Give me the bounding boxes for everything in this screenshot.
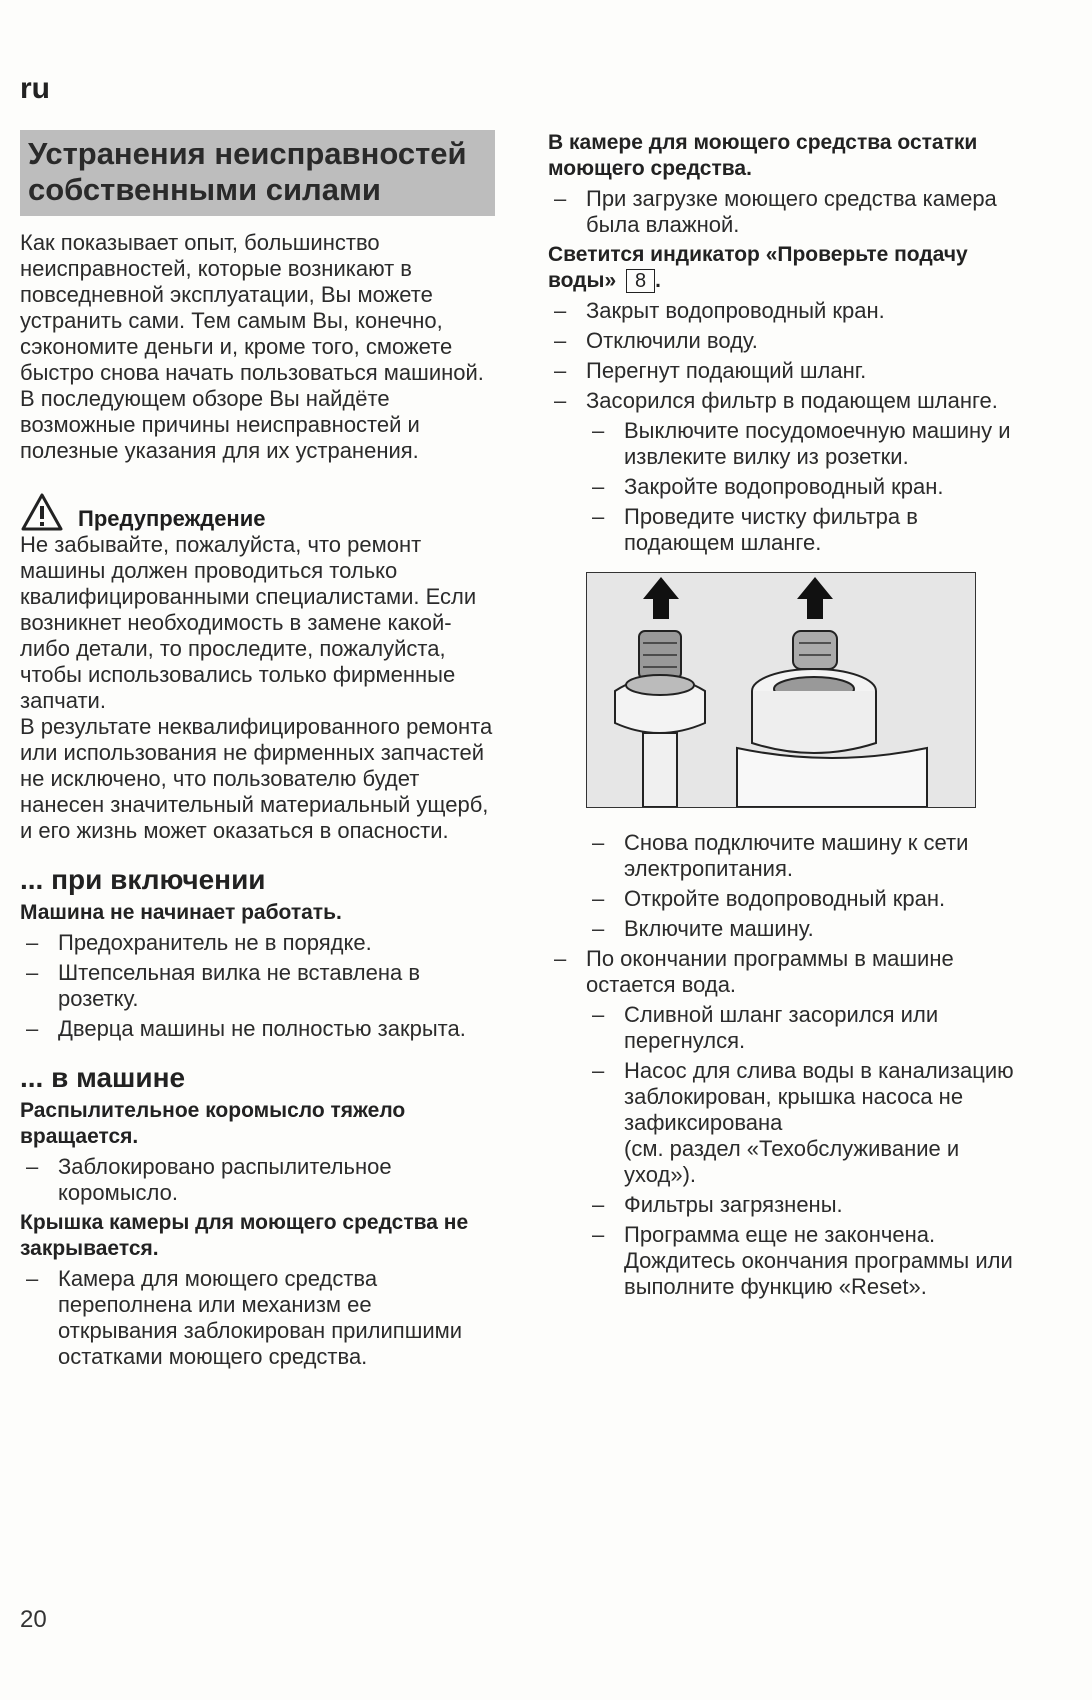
list-item: – Проведите чистку фильтра в подающем шланге. bbox=[586, 504, 1018, 556]
water-supply-issue: Светится индикатор «Проверьте подачу воды» 8 . bbox=[548, 243, 968, 292]
after-steps bbox=[586, 830, 1018, 942]
hose-filter-drawing bbox=[587, 573, 975, 807]
maintenance-note: (см. раздел «Техобслуживание и уход»). bbox=[624, 1136, 960, 1187]
detergent-lid-causes bbox=[20, 1266, 495, 1370]
list-item: – Закрыт водопроводный кран. bbox=[548, 298, 1018, 324]
after-steps-wrapper bbox=[548, 830, 1018, 1300]
on-switch-heading: ... при включении bbox=[20, 864, 266, 895]
water-causes bbox=[586, 1002, 1018, 1300]
list-item: – Закройте водопроводный кран. bbox=[586, 474, 1018, 500]
list-item: – Штепсельная вилка не вставлена в розетку. bbox=[20, 960, 495, 1012]
list-item: – Выключите посудомоечную машину и извлеките вилку из розетки. bbox=[586, 418, 1018, 470]
section-title bbox=[28, 136, 485, 208]
list-item bbox=[586, 1058, 1018, 1188]
page-number: 20 bbox=[20, 1606, 47, 1633]
list-item-text: Засорился фильтр в подающем шланге. bbox=[586, 388, 998, 413]
filter-illustration bbox=[586, 572, 976, 808]
list-item: – Камера для моющего средства переполнена или механизм ее открывания заблокирован прилипшими остатками моющего средства. bbox=[20, 1266, 495, 1370]
filter-steps bbox=[586, 418, 1018, 556]
list-item: – Откройте водопроводный кран. bbox=[586, 886, 1018, 912]
indicator-8-symbol: 8 bbox=[626, 269, 655, 293]
warning-text-1: Не забывайте, пожалуйста, что ремонт машины должен проводиться только квалифицированными специалистами. Если возникнет необходимость в замене какой-либо детали, то проследите, пожалуйста, чтобы использовались только фирменные запчати. bbox=[20, 532, 477, 713]
detergent-residue-causes bbox=[548, 186, 1018, 238]
list-item: – Включите машину. bbox=[586, 916, 1018, 942]
list-item: – Программа еще не закончена. Дождитесь окончания программы или выполните функцию «Reset». bbox=[586, 1222, 1018, 1300]
list-item: – Отключили воду. bbox=[548, 328, 1018, 354]
warning-heading bbox=[20, 492, 495, 532]
list-item: – При загрузке моющего средства камера была влажной. bbox=[548, 186, 1018, 238]
right-column bbox=[548, 130, 1018, 1304]
water-supply-issue-text: Светится индикатор «Проверьте подачу воды» bbox=[548, 243, 968, 292]
in-machine-heading: ... в машине bbox=[20, 1062, 186, 1093]
list-item-text: По окончании программы в машине остается вода. bbox=[586, 946, 954, 997]
detergent-lid-issue: Крышка камеры для моющего средства не закрывается. bbox=[20, 1211, 469, 1260]
intro-paragraph: Как показывает опыт, большинство неисправностей, которые возникают в повседневной эксплуатации, Вы можете устранить сами. Тем самым Вы, конечно, сэкономите деньги и, кроме того, сможете быстро снова начать пользоваться машиной. В последующем обзоре Вы найдёте возможные причины неисправностей и полезные указания для их устранения. bbox=[20, 230, 484, 463]
section-title-line1: Устранения неисправностей bbox=[28, 136, 467, 171]
list-item: – Дверца машины не полностью закрыта. bbox=[20, 1016, 495, 1042]
on-switch-issue: Машина не начинает работать. bbox=[20, 901, 342, 924]
list-item: – Фильтры загрязнены. bbox=[586, 1192, 1018, 1218]
list-item: – Сливной шланг засорился или перегнулся. bbox=[586, 1002, 1018, 1054]
list-item: – Снова подключите машину к сети электропитания. bbox=[586, 830, 1018, 882]
list-item-text: Насос для слива воды в канализацию заблокирован, крышка насоса не зафиксирована bbox=[624, 1058, 1014, 1135]
section-title-line2: собственными силами bbox=[28, 172, 381, 207]
spray-arm-causes bbox=[20, 1154, 495, 1206]
list-item bbox=[548, 830, 1018, 942]
list-item bbox=[548, 946, 1018, 1300]
list-item: – Заблокировано распылительное коромысло. bbox=[20, 1154, 495, 1206]
spray-arm-issue: Распылительное коромысло тяжело вращается. bbox=[20, 1099, 406, 1148]
language-code: ru bbox=[20, 72, 50, 105]
warning-triangle-icon bbox=[20, 492, 64, 532]
detergent-residue-issue: В камере для моющего средства остатки моющего средства. bbox=[548, 131, 978, 180]
list-item: – Перегнут подающий шланг. bbox=[548, 358, 1018, 384]
section-title-box bbox=[20, 130, 495, 216]
left-column bbox=[20, 130, 495, 1374]
list-item bbox=[548, 388, 1018, 556]
on-switch-causes bbox=[20, 930, 495, 1042]
water-supply-causes bbox=[548, 298, 1018, 556]
list-item: – Предохранитель не в порядке. bbox=[20, 930, 495, 956]
warning-title: Предупреждение bbox=[78, 506, 266, 531]
warning-text-2: В результате неквалифицированного ремонта или использования не фирменных запчастей не исключено, что пользователю будет нанесен значительный материальный ущерб, и его жизнь может оказаться в опасности. bbox=[20, 714, 493, 843]
